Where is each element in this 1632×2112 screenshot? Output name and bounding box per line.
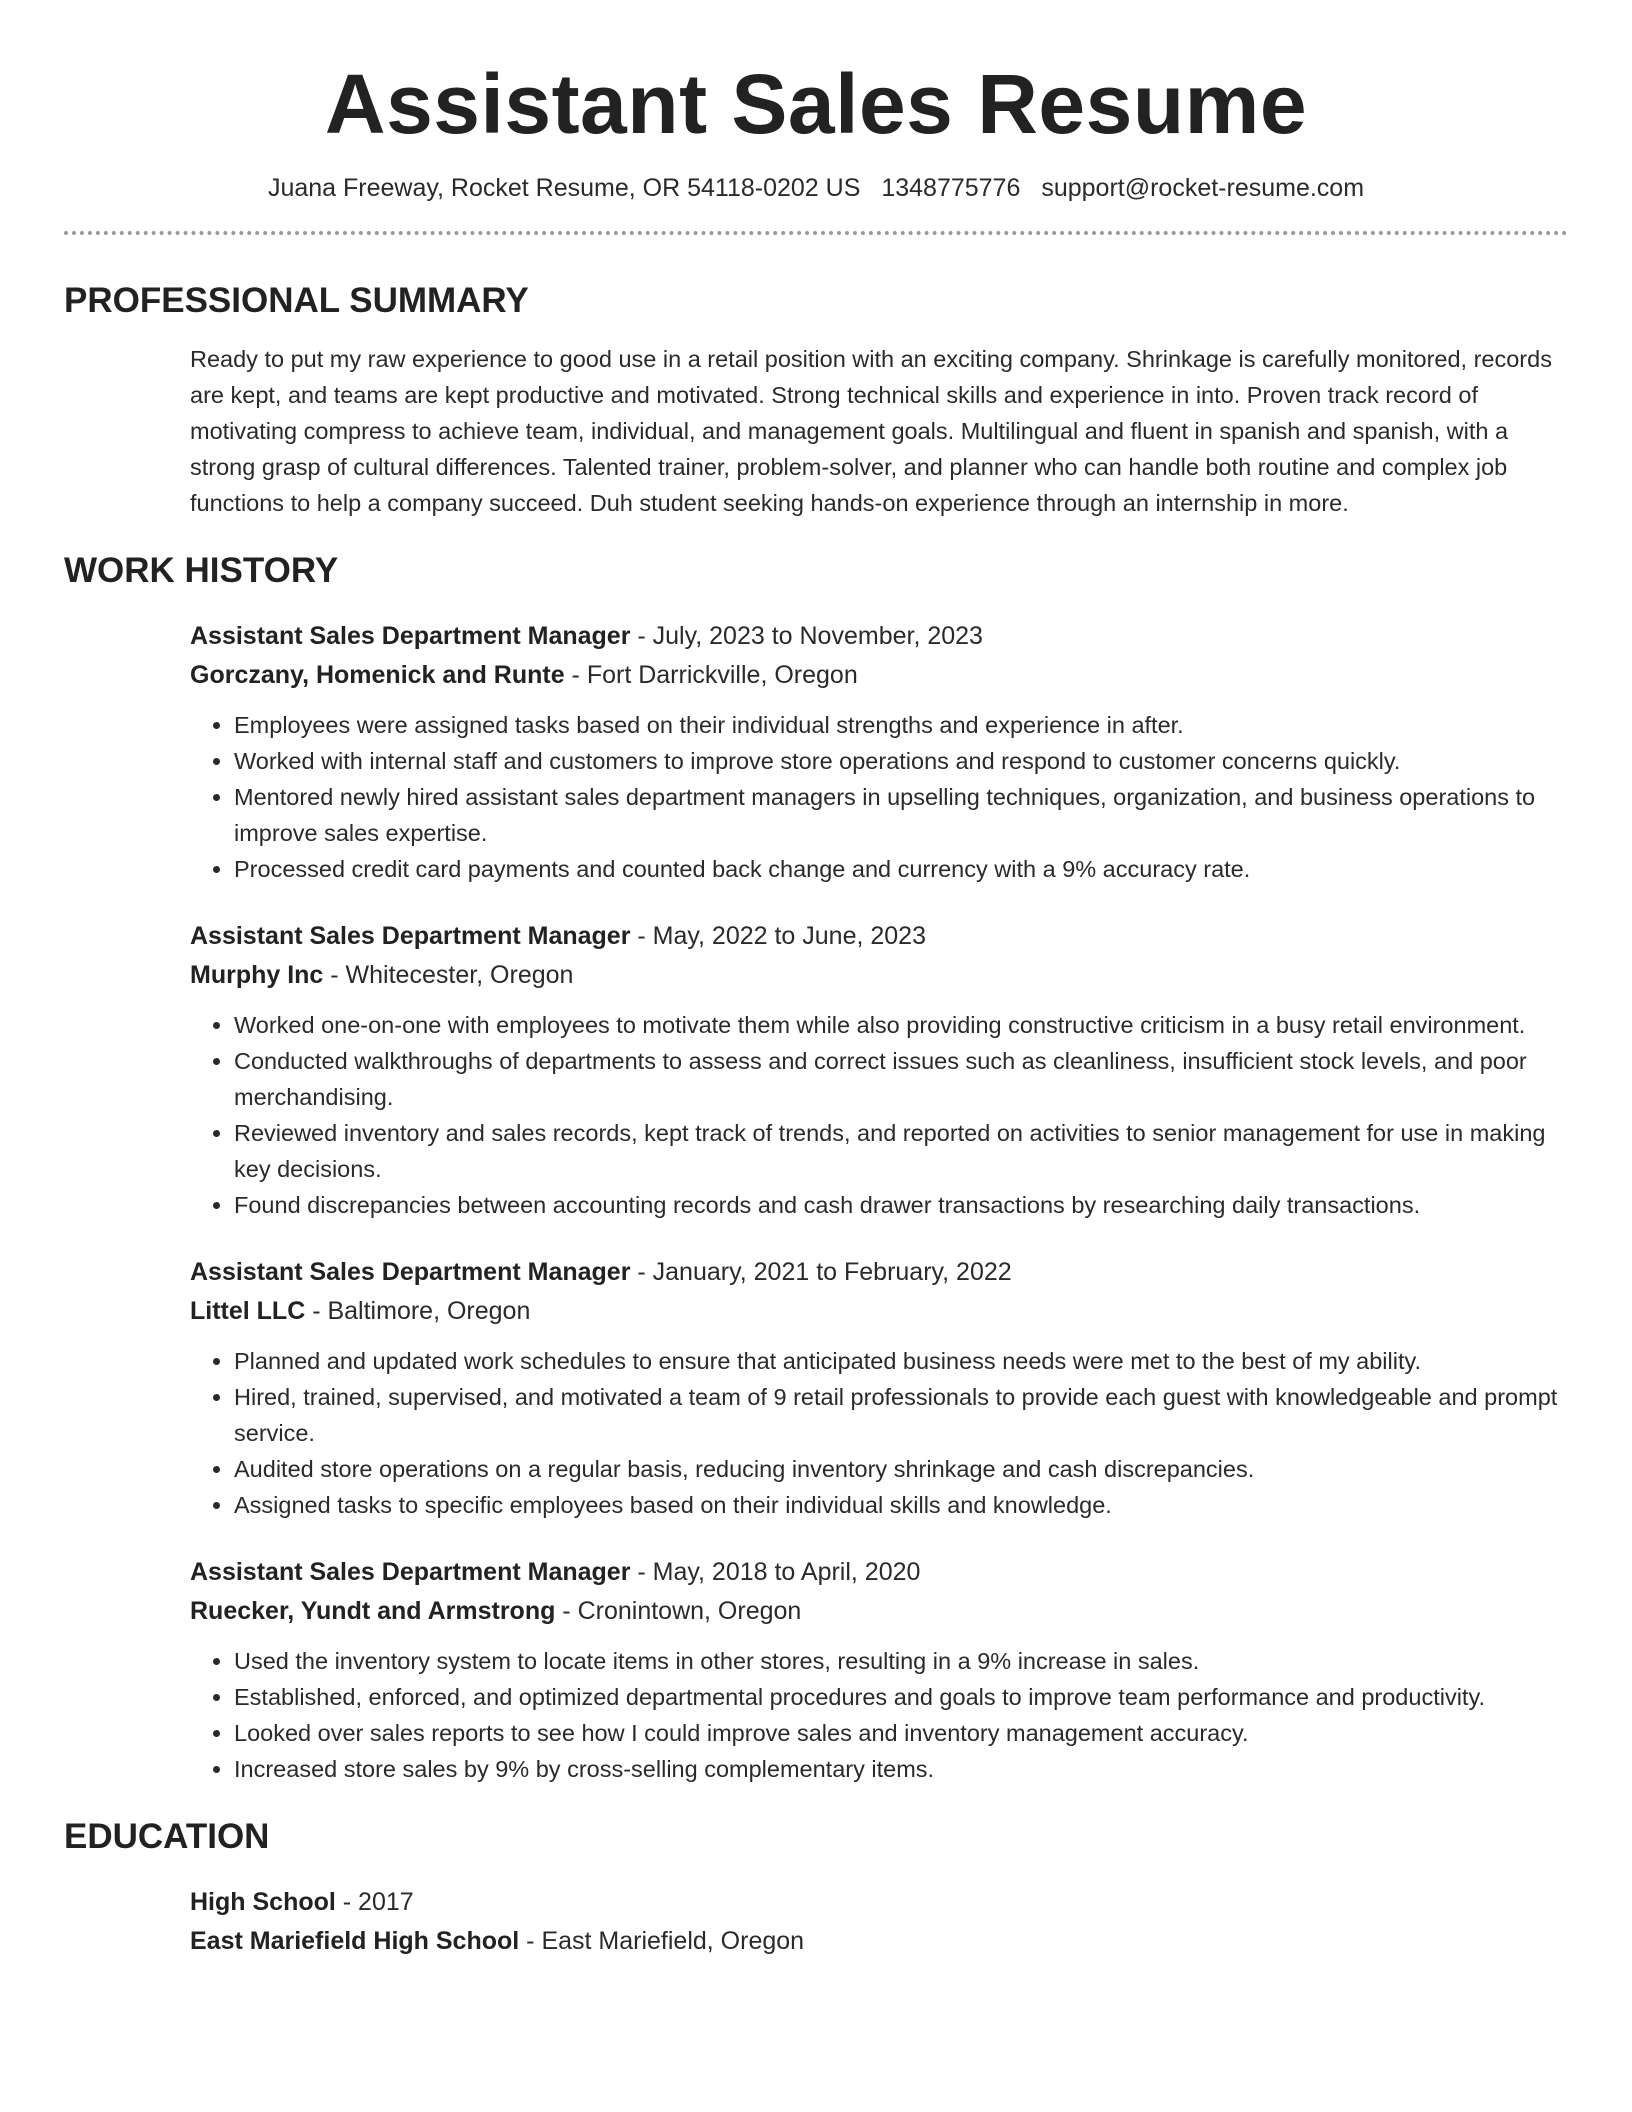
education-year: - 2017 bbox=[335, 1888, 414, 1916]
education-school: East Mariefield High School bbox=[190, 1927, 520, 1955]
job-entry bbox=[190, 917, 1568, 1223]
job-entry bbox=[190, 1553, 1568, 1787]
job-entry bbox=[190, 1253, 1568, 1523]
header-divider bbox=[64, 231, 1568, 235]
job-location: - Whitecester, Oregon bbox=[323, 961, 574, 989]
job-company-line bbox=[190, 656, 1568, 695]
job-bullet-list bbox=[190, 1343, 1568, 1523]
education-degree: High School bbox=[190, 1888, 336, 1916]
job-dates: - July, 2023 to November, 2023 bbox=[630, 622, 983, 650]
job-title: Assistant Sales Department Manager bbox=[190, 1558, 631, 1586]
job-bullet: • Established, enforced, and optimized departmental procedures and goals to improve team performance and productivity. bbox=[234, 1679, 1568, 1715]
contact-email: support@rocket-resume.com bbox=[1041, 174, 1365, 202]
job-location: - Fort Darrickville, Oregon bbox=[564, 661, 858, 689]
job-title: Assistant Sales Department Manager bbox=[190, 922, 631, 950]
job-bullet: • Employees were assigned tasks based on their individual strengths and experience in after. bbox=[234, 707, 1568, 743]
job-dates: - May, 2022 to June, 2023 bbox=[630, 922, 926, 950]
summary-text: Ready to put my raw experience to good use in a retail position with an exciting company. Shrinkage is carefully monitored, records are kept, and teams are kept productive and motivated. Strong technical skills and experience in into. Proven track record of motivating compress to achieve team, individual, and management goals. Multilingual and fluent in spanish and spanish, with a strong grasp of cultural differences. Talented trainer, problem-solver, and planner who can handle both routine and complex job functions to help a company succeed. Duh student seeking hands-on experience through an internship in more. bbox=[190, 346, 1552, 516]
education-heading: EDUCATION bbox=[64, 1817, 270, 1856]
job-title-line bbox=[190, 1553, 1568, 1592]
job-bullet: • Hired, trained, supervised, and motivated a team of 9 retail professionals to provide each guest with knowledgeable and prompt service. bbox=[234, 1379, 1568, 1451]
work-history-heading: WORK HISTORY bbox=[64, 551, 339, 590]
education-entry bbox=[190, 1883, 1568, 1961]
job-bullet: • Worked one-on-one with employees to motivate them while also providing constructive criticism in a busy retail environment. bbox=[234, 1007, 1568, 1043]
job-bullet: • Looked over sales reports to see how I could improve sales and inventory management accuracy. bbox=[234, 1715, 1568, 1751]
job-title-line bbox=[190, 917, 1568, 956]
job-bullet: • Increased store sales by 9% by cross-selling complementary items. bbox=[234, 1751, 1568, 1787]
job-bullet: • Worked with internal staff and customers to improve store operations and respond to customer concerns quickly. bbox=[234, 743, 1568, 779]
job-company: Ruecker, Yundt and Armstrong bbox=[190, 1597, 556, 1625]
job-bullet: • Mentored newly hired assistant sales department managers in upselling techniques, organization, and business operations to improve sales expertise. bbox=[234, 779, 1568, 851]
job-title: Assistant Sales Department Manager bbox=[190, 1258, 631, 1286]
job-location: - Cronintown, Oregon bbox=[555, 1597, 802, 1625]
job-bullet: • Processed credit card payments and counted back change and currency with a 9% accuracy rate. bbox=[234, 851, 1568, 887]
job-bullet: • Audited store operations on a regular basis, reducing inventory shrinkage and cash discrepancies. bbox=[234, 1451, 1568, 1487]
job-dates: - May, 2018 to April, 2020 bbox=[630, 1558, 921, 1586]
education-location: - East Mariefield, Oregon bbox=[519, 1927, 805, 1955]
job-entry bbox=[190, 617, 1568, 887]
job-company: Littel LLC bbox=[190, 1297, 306, 1325]
job-bullet: • Assigned tasks to specific employees based on their individual skills and knowledge. bbox=[234, 1487, 1568, 1523]
job-company: Gorczany, Homenick and Runte bbox=[190, 661, 565, 689]
job-bullet: • Reviewed inventory and sales records, kept track of trends, and reported on activities to senior management for use in making key decisions. bbox=[234, 1115, 1568, 1187]
job-title: Assistant Sales Department Manager bbox=[190, 622, 631, 650]
education-school-line bbox=[190, 1922, 1568, 1961]
contact-line bbox=[64, 172, 1568, 204]
job-company-line bbox=[190, 1592, 1568, 1631]
job-company-line bbox=[190, 1292, 1568, 1331]
job-bullet-list bbox=[190, 1007, 1568, 1223]
contact-phone: 1348775776 bbox=[881, 174, 1021, 202]
contact-address: Juana Freeway, Rocket Resume, OR 54118-0202 US bbox=[267, 174, 861, 202]
job-bullet-list bbox=[190, 707, 1568, 887]
job-title-line bbox=[190, 1253, 1568, 1292]
job-bullet: • Used the inventory system to locate items in other stores, resulting in a 9% increase in sales. bbox=[234, 1643, 1568, 1679]
summary-heading: PROFESSIONAL SUMMARY bbox=[64, 281, 529, 320]
job-location: - Baltimore, Oregon bbox=[305, 1297, 531, 1325]
job-company: Murphy Inc bbox=[190, 961, 324, 989]
job-bullet-list bbox=[190, 1643, 1568, 1787]
job-company-line bbox=[190, 956, 1568, 995]
job-title-line bbox=[190, 617, 1568, 656]
job-dates: - January, 2021 to February, 2022 bbox=[630, 1258, 1012, 1286]
job-bullet: • Planned and updated work schedules to ensure that anticipated business needs were met to the best of my ability. bbox=[234, 1343, 1568, 1379]
education-degree-line bbox=[190, 1883, 1568, 1922]
resume-title: Assistant Sales Resume bbox=[324, 57, 1308, 151]
job-bullet: • Conducted walkthroughs of departments to assess and correct issues such as cleanliness, insufficient stock levels, and poor merchandising. bbox=[234, 1043, 1568, 1115]
job-bullet: • Found discrepancies between accounting records and cash drawer transactions by researching daily transactions. bbox=[234, 1187, 1568, 1223]
